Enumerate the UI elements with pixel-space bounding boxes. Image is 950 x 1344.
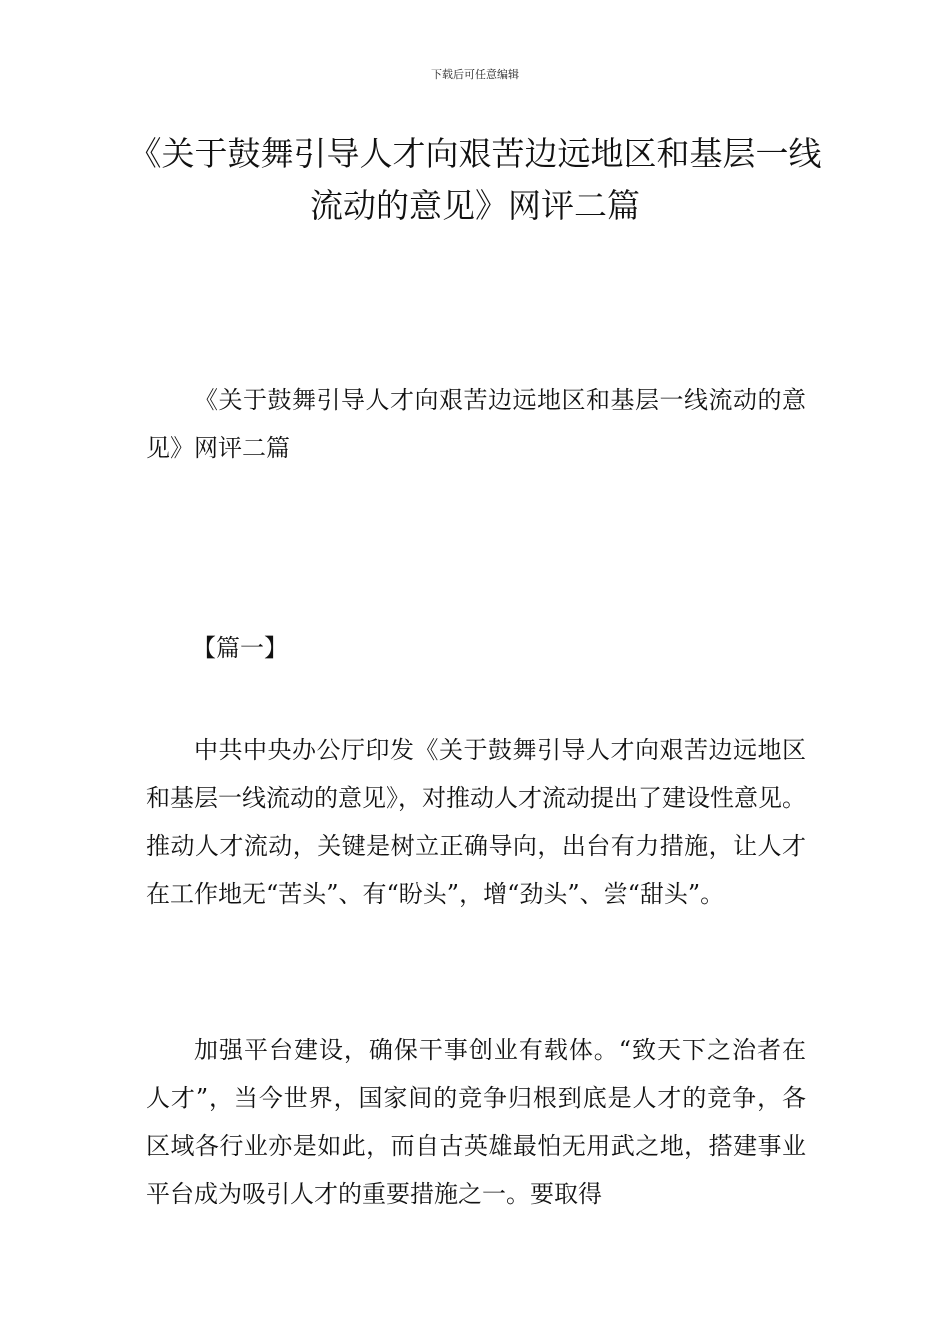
document-title: 《关于鼓舞引导人才向艰苦边远地区和基层一线流动的意见》网评二篇 (128, 134, 822, 225)
body-paragraph-2: 加强平台建设，确保干事创业有载体。“致天下之治者在人才”，当今世界，国家间的竞争归根到底是人才的竞争，各区域各行业亦是如此，而自古英雄最怕无用武之地，搭建事业平台成为吸引人才的重要措施之一。要取得 (146, 1036, 806, 1208)
body-paragraph-1: 中共中央办公厅印发《关于鼓舞引导人才向艰苦边远地区和基层一线流动的意见》，对推动人才流动提出了建设性意见。推动人才流动，关键是树立正确导向，出台有力措施，让人才在工作地无“苦头”、有“盼头”，增“劲头”、尝“甜头”。 (146, 736, 806, 908)
header-note: 下载后可任意编辑 (431, 68, 519, 81)
document-subtitle: 《关于鼓舞引导人才向艰苦边远地区和基层一线流动的意见》网评二篇 (146, 386, 806, 462)
section-label: 【篇一】 (192, 634, 288, 662)
